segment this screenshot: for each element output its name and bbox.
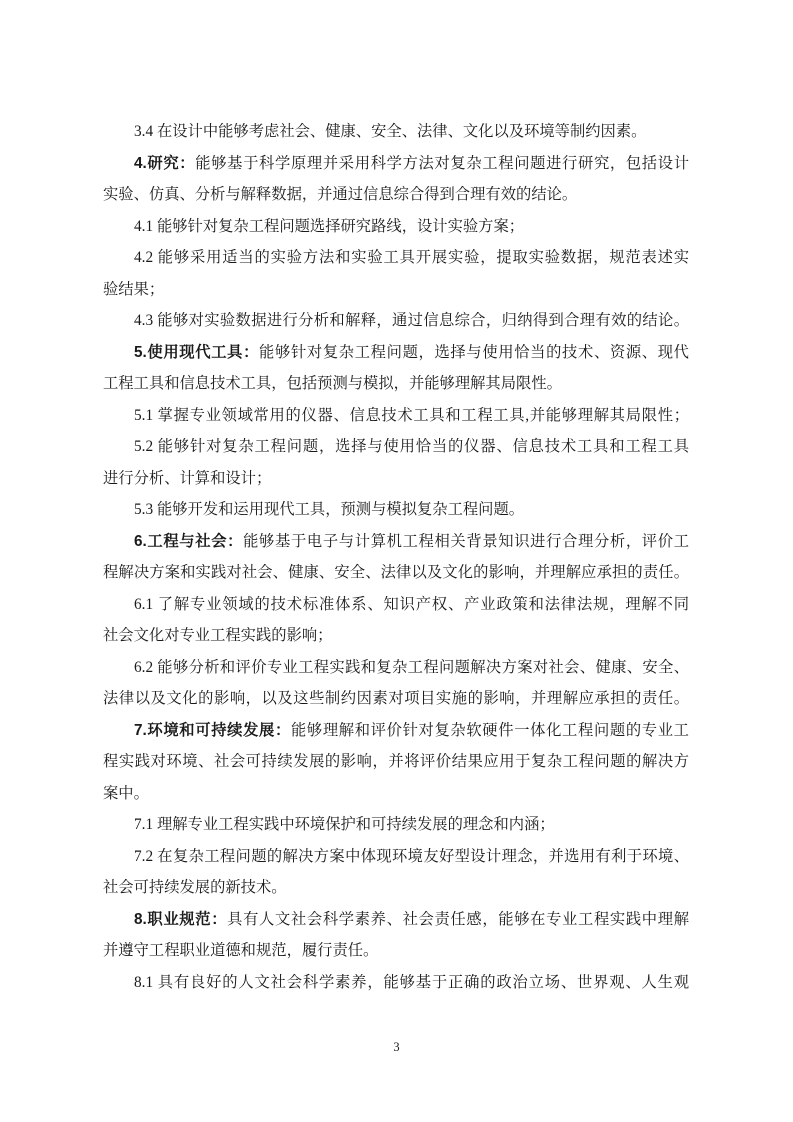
paragraph — [103, 526, 689, 589]
paragraph — [103, 904, 689, 967]
paragraph — [103, 211, 689, 243]
text-line: 进行分析、计算和设计； — [103, 469, 272, 487]
page-number: 3 — [393, 1040, 400, 1054]
section-label: 6.工程与社会： — [134, 532, 244, 550]
document-body — [103, 116, 689, 998]
text-line: 并遵守工程职业道德和规范，履行责任。 — [103, 942, 379, 959]
text-line: 7.环境和可持续发展：能够理解和评价针对复杂软硬件一体化工程问题的专业工 — [134, 721, 689, 739]
text-line: 7.1 理解专业工程实践中环境保护和可持续发展的理念和内涵； — [134, 816, 555, 833]
section-label: 8.职业规范： — [134, 910, 228, 928]
text-line: 5.使用现代工具：能够针对复杂工程问题，选择与使用恰当的技术、资源、现代 — [134, 343, 689, 361]
text-line: 5.2 能够针对复杂工程问题，选择与使用恰当的仪器、信息技术工具和工程工具 — [134, 438, 689, 455]
section-label: 5.使用现代工具： — [134, 343, 260, 361]
text-line: 6.2 能够分析和评价专业工程实践和复杂工程问题解决方案对社会、健康、安全、 — [134, 658, 689, 676]
paragraph — [103, 305, 689, 337]
text-line: 社会可持续发展的新技术。 — [103, 879, 287, 896]
text-line: 案中。 — [103, 784, 149, 802]
text-line: 5.1 掌握专业领域常用的仪器、信息技术工具和工程工具,并能够理解其局限性； — [134, 406, 689, 424]
paragraph — [103, 841, 689, 904]
text-line: 4.2 能够采用适当的实验方法和实验工具开展实验，提取实验数据，规范表述实 — [134, 249, 689, 266]
paragraph — [103, 116, 689, 148]
text-line: 5.3 能够开发和运用现代工具，预测与模拟复杂工程问题。 — [134, 501, 525, 518]
paragraph — [103, 652, 689, 715]
text-line: 程实践对环境、社会可持续发展的影响，并将评价结果应用于复杂工程问题的解决方 — [103, 753, 689, 770]
section-label: 4.研究： — [134, 154, 196, 172]
paragraph — [103, 967, 689, 999]
paragraph — [103, 148, 689, 211]
page-footer — [0, 1038, 793, 1056]
text-line: 社会文化对专业工程实践的影响； — [103, 627, 333, 644]
text-line: 8.职业规范：具有人文社会科学素养、社会责任感，能够在专业工程实践中理解 — [134, 910, 689, 928]
paragraph — [103, 242, 689, 305]
text-line: 8.1 具有良好的人文社会科学素养，能够基于正确的政治立场、世界观、人生观 — [134, 973, 689, 991]
paragraph — [103, 809, 689, 841]
text-line: 4.1 能够针对复杂工程问题选择研究路线，设计实验方案； — [134, 217, 525, 235]
text-line: 验结果； — [103, 280, 165, 298]
paragraph — [103, 494, 689, 526]
section-label: 7.环境和可持续发展： — [134, 721, 291, 739]
text-line: 6.工程与社会：能够基于电子与计算机工程相关背景知识进行合理分析，评价工 — [134, 532, 689, 550]
text-line: 6.1 了解专业领域的技术标准体系、知识产权、产业政策和法律法规，理解不同 — [134, 595, 689, 613]
paragraph — [103, 337, 689, 400]
paragraph — [103, 400, 689, 432]
text-line: 4.研究：能够基于科学原理并采用科学方法对复杂工程问题进行研究，包括设计 — [134, 154, 689, 172]
text-line: 7.2 在复杂工程问题的解决方案中体现环境友好型设计理念，并选用有利于环境、 — [134, 847, 689, 865]
text-line: 3.4 在设计中能够考虑社会、健康、安全、法律、文化以及环境等制约因素。 — [134, 123, 647, 140]
text-line: 程解决方案和实践对社会、健康、安全、法律以及文化的影响，并理解应承担的责任。 — [103, 564, 689, 581]
text-line: 4.3 能够对实验数据进行分析和解释，通过信息综合，归纳得到合理有效的结论。 — [134, 312, 689, 329]
text-line: 工程工具和信息技术工具，包括预测与模拟，并能够理解其局限性。 — [103, 375, 562, 392]
text-line: 实验、仿真、分析与解释数据，并通过信息综合得到合理有效的结论。 — [103, 186, 578, 203]
paragraph — [103, 431, 689, 494]
text-line: 法律以及文化的影响，以及这些制约因素对项目实施的影响，并理解应承担的责任。 — [103, 690, 689, 707]
paragraph — [103, 715, 689, 810]
paragraph — [103, 589, 689, 652]
